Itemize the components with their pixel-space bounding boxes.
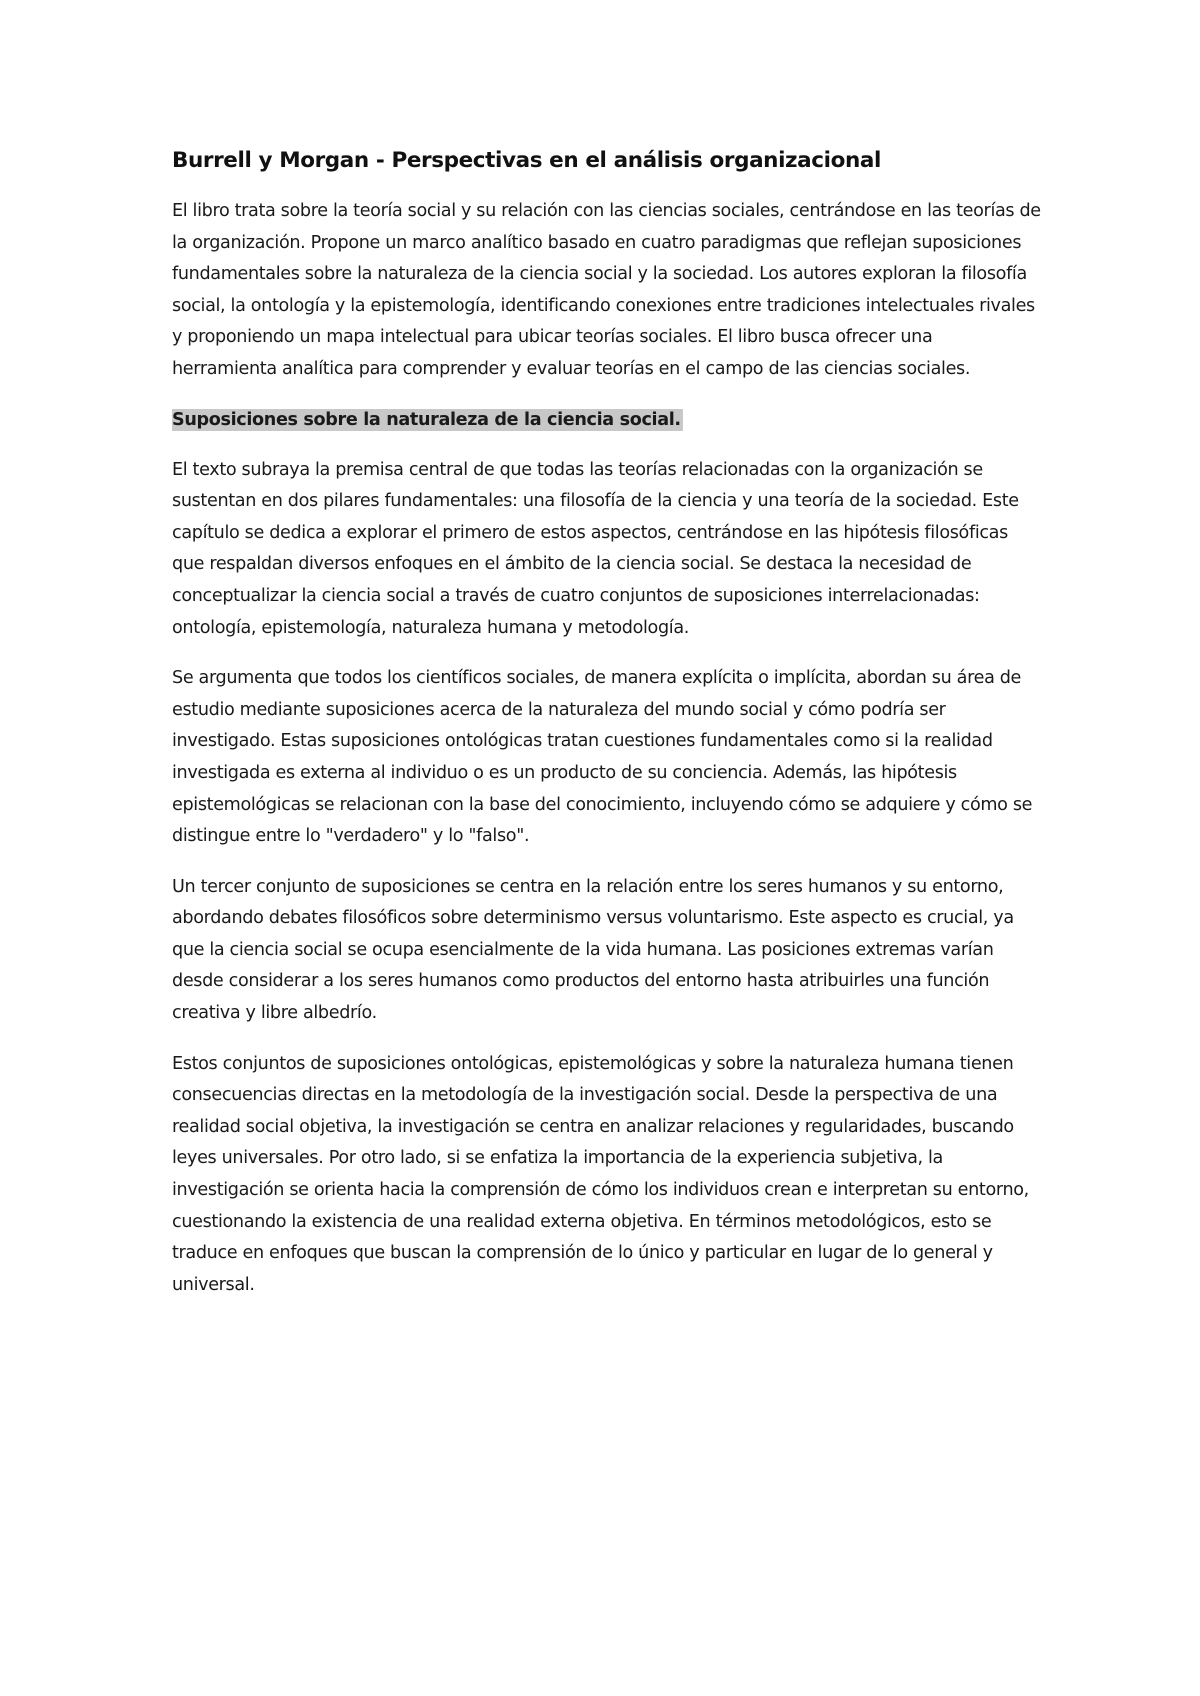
section-heading <box>172 405 1042 435</box>
highlighted-heading-text: Suposiciones sobre la naturaleza de la ciencia social. <box>172 409 681 430</box>
body-paragraph-1: El texto subraya la premisa central de que todas las teorías relacionadas con la organización se sustentan en dos pilares fundamentales: una filosofía de la ciencia y una teoría de la sociedad. Este capítulo se dedica a explorar el primero de estos aspectos, centrándose en las hipótesis filosóficas que respaldan diversos enfoques en el ámbito de la ciencia social. Se destaca la necesidad de conceptualizar la ciencia social a través de cuatro conjuntos de suposiciones interrelacionadas: ontología, epistemología, naturaleza humana y metodología. <box>172 459 1019 638</box>
intro-paragraph: El libro trata sobre la teoría social y su relación con las ciencias sociales, centrándose en las teorías de la organización. Propone un marco analítico basado en cuatro paradigmas que reflejan suposiciones fundamentales sobre la naturaleza de la ciencia social y la sociedad. Los autores exploran la filosofía social, la ontología y la epistemología, identificando conexiones entre tradiciones intelectuales rivales y proponiendo un mapa intelectual para ubicar teorías sociales. El libro busca ofrecer una herramienta analítica para comprender y evaluar teorías en el campo de las ciencias sociales. <box>172 201 1041 379</box>
document-body <box>172 145 1042 1320</box>
body-paragraph-2: Se argumenta que todos los científicos sociales, de manera explícita o implícita, abordan su área de estudio mediante suposiciones acerca de la naturaleza del mundo social y cómo podría ser investigado. Estas suposiciones ontológicas tratan cuestiones fundamentales como si la realidad investigada es externa al individuo o es un producto de su conciencia. Además, las hipótesis epistemológicas se relacionan con la base del conocimiento, incluyendo cómo se adquiere y cómo se distingue entre lo "verdadero" y lo "falso". <box>172 668 1033 847</box>
body-paragraph-3: Un tercer conjunto de suposiciones se centra en la relación entre los seres humanos y su entorno, abordando debates filosóficos sobre determinismo versus voluntarismo. Este aspecto es crucial, ya que la ciencia social se ocupa esencialmente de la vida humana. Las posiciones extremas varían desde considerar a los seres humanos como productos del entorno hasta atribuirles una función creativa y libre albedrío. <box>172 876 1014 1024</box>
body-paragraph-4: Estos conjuntos de suposiciones ontológicas, epistemológicas y sobre la naturaleza humana tienen consecuencias directas en la metodología de la investigación social. Desde la perspectiva de una realidad social objetiva, la investigación se centra en analizar relaciones y regularidades, buscando leyes universales. Por otro lado, si se enfatiza la importancia de la experiencia subjetiva, la investigación se orienta hacia la comprensión de cómo los individuos crean e interpretan su entorno, cuestionando la existencia de una realidad externa objetiva. En términos metodológicos, esto se traduce en enfoques que buscan la comprensión de lo único y particular en lugar de lo general y universal. <box>172 1053 1029 1295</box>
document-title: Burrell y Morgan - Perspectivas en el análisis organizacional <box>172 148 881 173</box>
